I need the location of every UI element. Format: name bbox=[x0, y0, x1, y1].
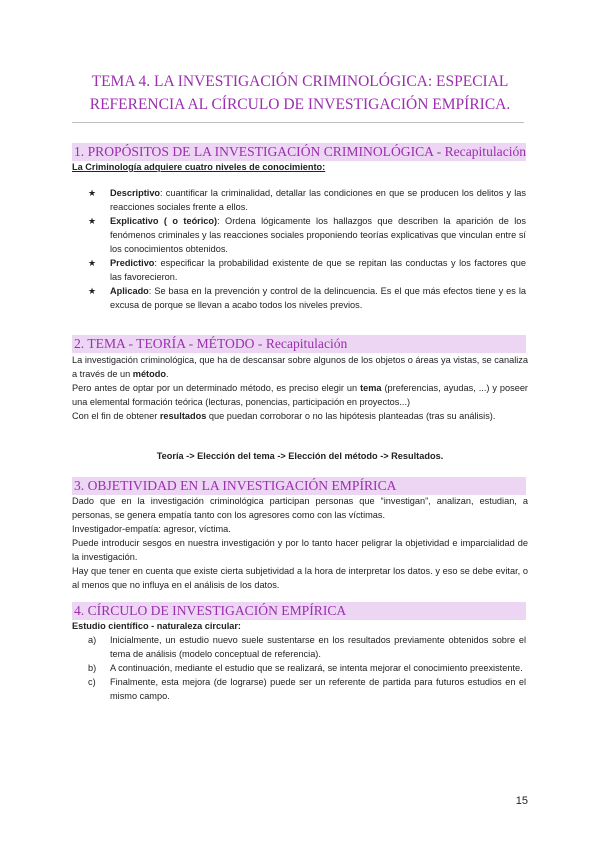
list-item bbox=[88, 186, 526, 214]
document-title bbox=[70, 70, 530, 116]
star-icon: ★ bbox=[88, 286, 97, 296]
paragraph: Hay que tener en cuenta que existe cierta subjetividad a la hora de interpretar los datos. y eso se debe evitar, o al menos que no influya en el análisis de los datos. bbox=[72, 566, 528, 590]
section-1-heading: 1. PROPÓSITOS DE LA INVESTIGACIÓN CRIMINOLÓGICA - Recapitulación bbox=[74, 144, 526, 159]
title-line-1: TEMA 4. LA INVESTIGACIÓN CRIMINOLÓGICA: ESPECIAL bbox=[91, 73, 509, 90]
title-divider bbox=[72, 122, 524, 123]
list-item bbox=[88, 214, 526, 256]
list-item-term: Aplicado bbox=[110, 286, 149, 296]
list-marker: b) bbox=[88, 663, 97, 673]
list-item-text: : Ordena lógicamente los hallazgos que describen la aparición de los fenómenos criminales y las reacciones sociales proponiendo teorías explicativas que vinculan entre sí los conocimientos obtenidos. bbox=[110, 216, 527, 254]
list-item-term: Descriptivo bbox=[110, 188, 161, 198]
list-item bbox=[88, 661, 526, 675]
section-4-intro-text: Estudio científico - naturaleza circular: bbox=[72, 621, 241, 631]
paragraph-text: La investigación criminológica, que ha de descansar sobre algunos de los objetos o áreas ya vistas, se canaliza a través de un bbox=[72, 355, 528, 379]
paragraph-text: Pero antes de optar por un determinado método, es preciso elegir un bbox=[72, 383, 361, 393]
section-3-heading: 3. OBJETIVIDAD EN LA INVESTIGACIÓN EMPÍRICA bbox=[72, 477, 526, 495]
paragraph-text: . bbox=[165, 369, 169, 379]
section-2-body bbox=[72, 353, 528, 423]
list-item-text: : especificar la probabilidad existente de que se repitan las conductas y los factores que las favorecieron. bbox=[110, 258, 526, 282]
list-marker: c) bbox=[88, 677, 96, 687]
paragraph: Investigador-empatía: agresor, víctima. bbox=[72, 524, 231, 534]
list-item-text: Inicialmente, un estudio nuevo suele sustentarse en los resultados previamente obtenidos sobre el tema de análisis (modelo conceptual de referencia). bbox=[110, 635, 526, 659]
list-item-text: A continuación, mediante el estudio que se realizará, se intenta mejorar el conocimiento preexistente. bbox=[110, 663, 523, 673]
list-item-text: Finalmente, esta mejora (de lograrse) puede ser un referente de partida para futuros estudios en el mismo campo. bbox=[110, 677, 526, 701]
list-item bbox=[88, 675, 526, 703]
star-icon: ★ bbox=[88, 188, 97, 198]
section-1-intro-text: La Criminología adquiere cuatro niveles de conocimiento: bbox=[72, 162, 326, 172]
knowledge-levels-list bbox=[88, 186, 526, 312]
paragraph bbox=[72, 381, 528, 409]
section-2-heading: 2. TEMA - TEORÍA - MÉTODO - Recapitulación bbox=[72, 335, 526, 353]
list-item bbox=[88, 284, 526, 312]
section-3-body bbox=[72, 494, 528, 592]
list-item-text: : Se basa en la prevención y control de la delincuencia. Es el que más efectos tiene y es la excusa de porque se llevan a acabo todos los niveles previos. bbox=[110, 286, 526, 310]
page-number: 15 bbox=[515, 795, 528, 807]
paragraph: Puede introducir sesgos en nuestra investigación y por lo tanto hacer peligrar la objetividad e imparcialidad de la investigación. bbox=[72, 538, 528, 562]
list-item bbox=[88, 633, 526, 661]
list-item bbox=[88, 256, 526, 284]
paragraph-text: que puedan corroborar o no las hipótesis planteadas (tras su análisis). bbox=[206, 411, 496, 421]
section-4-heading: 4. CÍRCULO DE INVESTIGACIÓN EMPÍRICA bbox=[72, 602, 526, 620]
paragraph-bold: tema bbox=[360, 383, 382, 393]
paragraph-bold: resultados bbox=[159, 411, 207, 421]
list-marker: a) bbox=[88, 635, 97, 645]
paragraph bbox=[72, 353, 528, 381]
star-icon: ★ bbox=[88, 216, 97, 226]
section-1-intro bbox=[72, 160, 528, 174]
star-icon: ★ bbox=[88, 258, 97, 268]
paragraph-bold: método bbox=[132, 369, 166, 379]
paragraph bbox=[72, 409, 528, 423]
section-4-intro bbox=[72, 619, 528, 633]
empirical-circle-list bbox=[88, 633, 526, 703]
title-line-2: REFERENCIA AL CÍRCULO DE INVESTIGACIÓN EMPÍRICA. bbox=[89, 96, 511, 113]
paragraph-text: Con el fin de obtener bbox=[72, 411, 160, 421]
list-item-text: : cuantificar la criminalidad, detallar las condiciones en que se producen los delitos y las reacciones sociales frente a ellos. bbox=[110, 188, 526, 212]
list-item-term: Predictivo bbox=[110, 258, 155, 268]
paragraph-text: (preferencias, ayudas, ...) y poseer una elemental formación teórica (lecturas, ponencias, participación en proyectos...) bbox=[72, 383, 528, 407]
method-flow: Teoría -> Elección del tema -> Elección del método -> Resultados. bbox=[156, 451, 444, 461]
paragraph: Dado que en la investigación criminológica participan personas que “investigan”, analizan, estudian, a personas, se genera empatía tanto con los agresores como con las víctimas. bbox=[72, 496, 528, 520]
list-item-term: Explicativo ( o teórico) bbox=[110, 216, 218, 226]
